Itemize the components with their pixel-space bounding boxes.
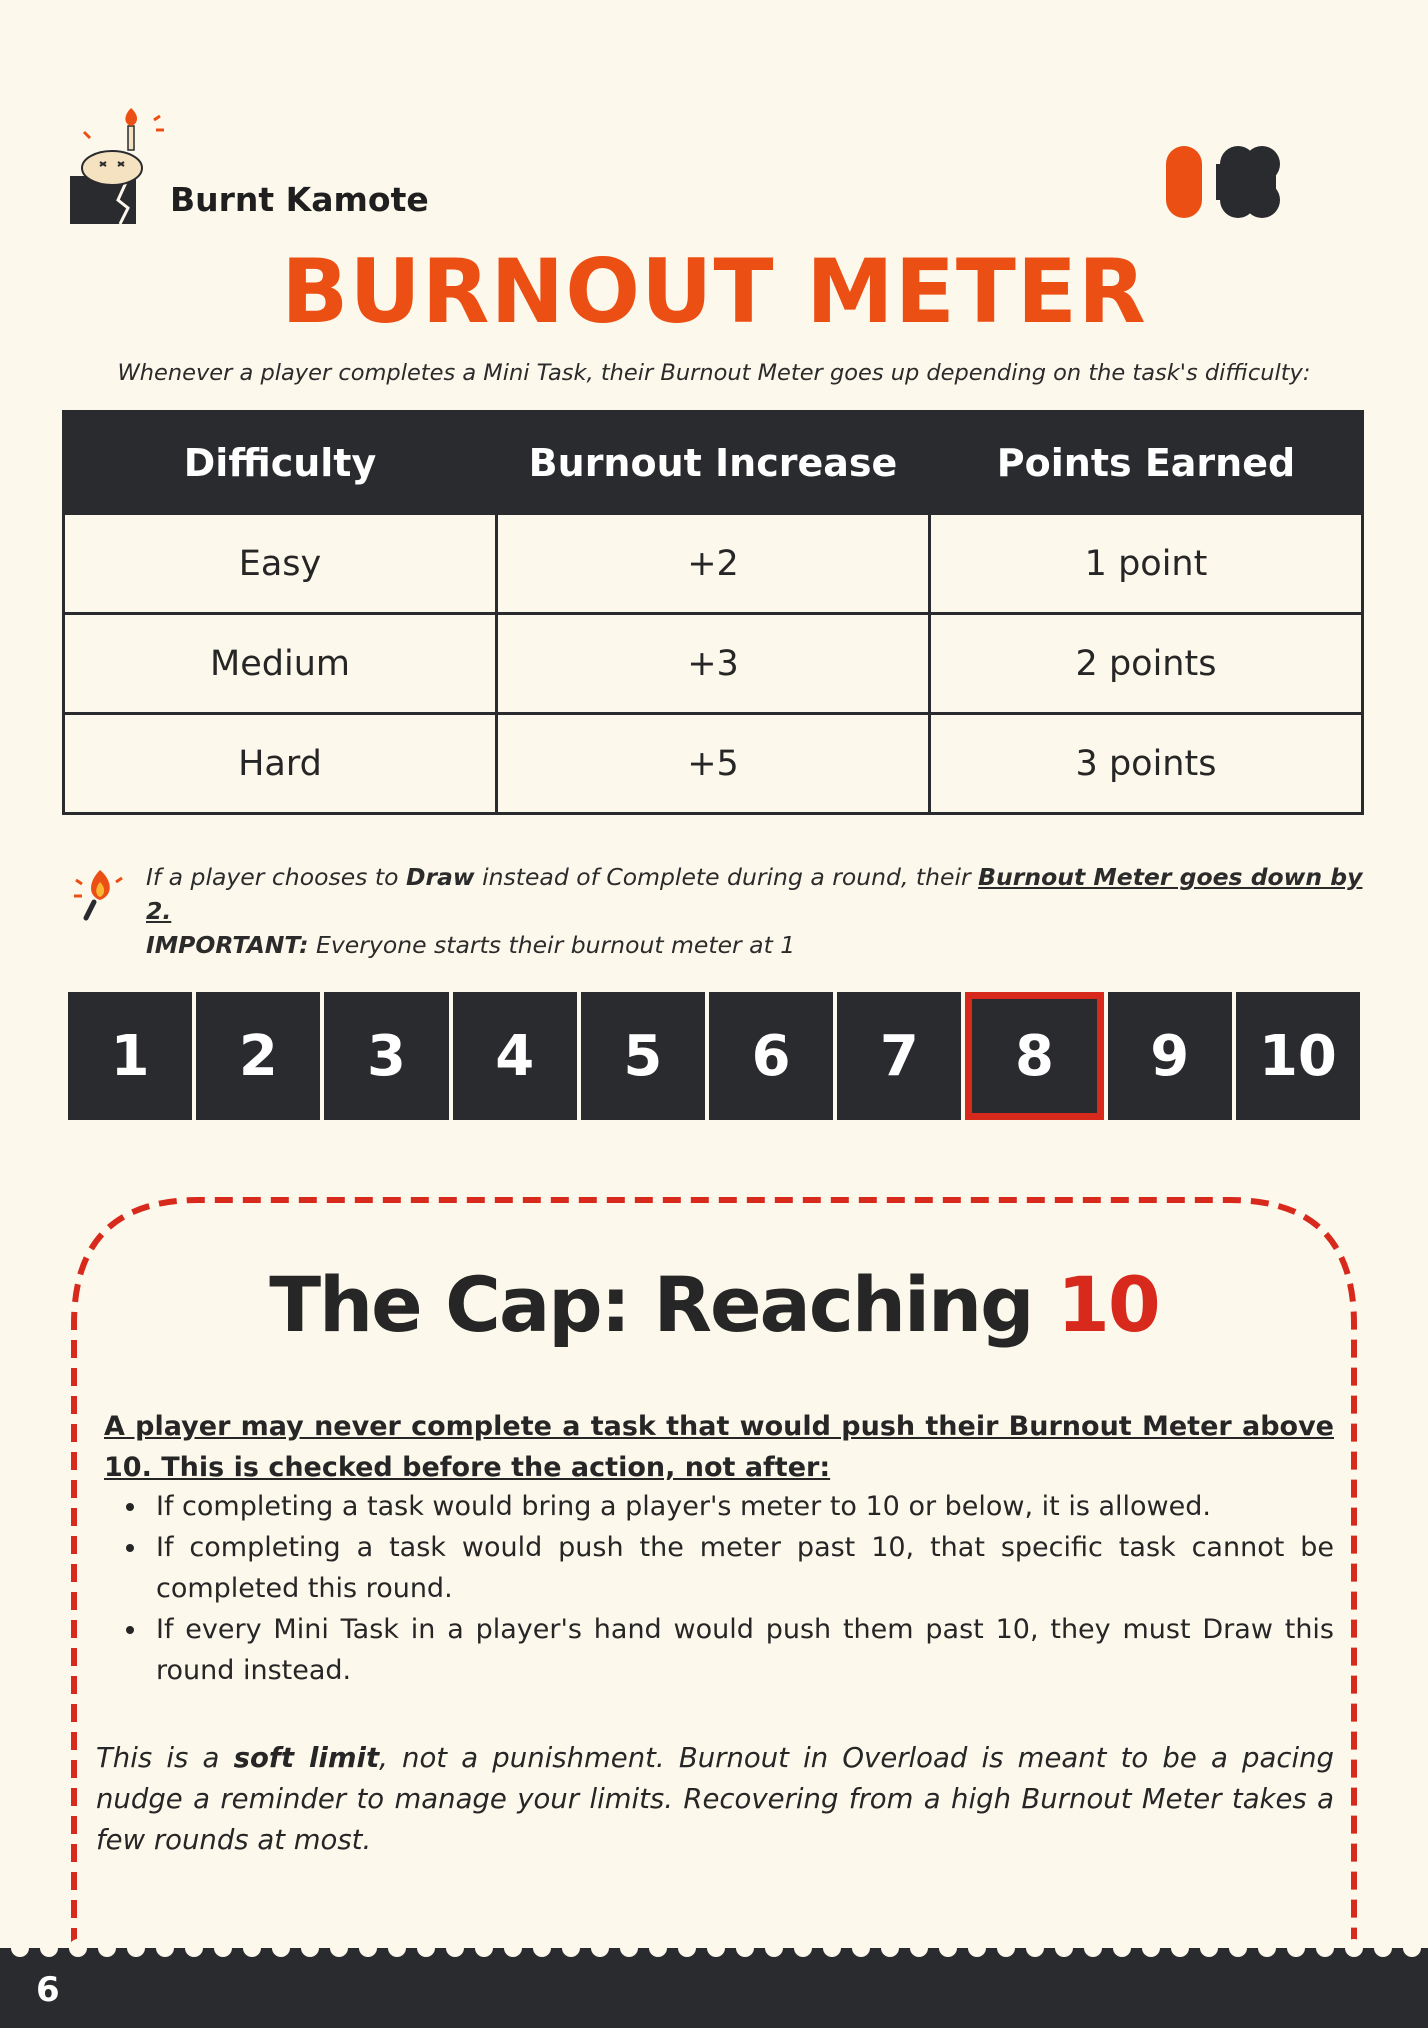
eight-eight-logo-icon <box>1160 146 1286 218</box>
table-cell: +2 <box>497 514 930 614</box>
table-cell: +5 <box>497 714 930 814</box>
meter-cell-4: 4 <box>453 992 577 1120</box>
scalloped-footer-band <box>0 1938 1428 2028</box>
meter-cell-8: 8 <box>965 992 1103 1120</box>
draw-note-line: If a player chooses to Draw instead of Complete during a round, their Burnout Meter goes down by 2. <box>146 863 1363 925</box>
cap-rule: A player may never complete a task that would push their Burnout Meter above 10. This is checked before the action, not after: <box>104 1411 1334 1483</box>
cap-rules-list <box>104 1486 1334 1691</box>
table-cell: Hard <box>64 714 497 814</box>
cap-title-number: 10 <box>1057 1260 1159 1349</box>
list-item: If completing a task would bring a player's meter to 10 or below, it is allowed. <box>156 1486 1334 1527</box>
column-header-burnout-increase: Burnout Increase <box>497 412 930 514</box>
important-label: IMPORTANT: <box>146 931 309 959</box>
difficulty-table <box>62 410 1364 815</box>
table-cell: Medium <box>64 614 497 714</box>
draw-keyword: Draw <box>405 863 475 891</box>
table-cell: 1 point <box>930 514 1363 614</box>
flame-icon <box>70 864 130 924</box>
cap-title: The Cap: Reaching 10 <box>269 1260 1159 1349</box>
table-cell: 2 points <box>930 614 1363 714</box>
cap-section <box>68 1194 1360 1974</box>
important-note-line: IMPORTANT: Everyone starts their burnout meter at 1 <box>146 931 796 959</box>
column-header-difficulty: Difficulty <box>64 412 497 514</box>
table-cell: Easy <box>64 514 497 614</box>
meter-cell-6: 6 <box>709 992 833 1120</box>
page-footer <box>0 1938 1428 2028</box>
table-row <box>64 614 1363 714</box>
burnout-meter-track <box>68 992 1360 1120</box>
brand-name: Burnt Kamote <box>170 180 429 219</box>
meter-cell-1: 1 <box>68 992 192 1120</box>
column-header-points-earned: Points Earned <box>930 412 1363 514</box>
table-row <box>64 514 1363 614</box>
page-subtitle: Whenever a player completes a Mini Task, their Burnout Meter goes up depending on the task's difficulty: <box>117 360 1311 386</box>
meter-cell-9: 9 <box>1108 992 1232 1120</box>
meter-cell-5: 5 <box>581 992 705 1120</box>
cap-footnote: This is a soft limit, not a punishment. Burnout in Overload is meant to be a pacing nudge a reminder to manage your limits. Recovering from a high Burnout Meter takes a few rounds at most. <box>96 1742 1334 1856</box>
page-number: 6 <box>36 1970 60 2010</box>
meter-cell-2: 2 <box>196 992 320 1120</box>
soft-limit-emphasis: soft limit <box>233 1742 380 1774</box>
burnt-kamote-logo-icon <box>70 108 170 228</box>
table-row <box>64 714 1363 814</box>
table-header-row <box>64 412 1363 514</box>
page-title: BURNOUT METER <box>281 240 1147 343</box>
list-item: If every Mini Task in a player's hand would push them past 10, they must Draw this round instead. <box>156 1609 1334 1691</box>
burnout-down-emphasis: Burnout Meter goes down by 2. <box>146 863 1363 925</box>
brand <box>70 108 470 228</box>
table-cell: 3 points <box>930 714 1363 814</box>
meter-cell-7: 7 <box>837 992 961 1120</box>
list-item: If completing a task would push the meter past 10, that specific task cannot be completed this round. <box>156 1527 1334 1609</box>
meter-cell-10: 10 <box>1236 992 1360 1120</box>
table-cell: +3 <box>497 614 930 714</box>
meter-cell-3: 3 <box>324 992 448 1120</box>
draw-note <box>70 860 1370 962</box>
